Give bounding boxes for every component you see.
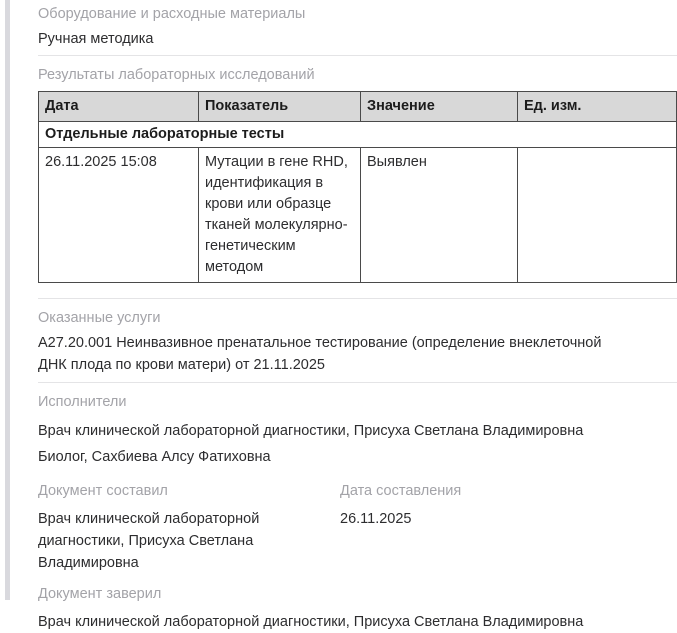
lab-results-table <box>38 91 677 283</box>
section-divider <box>38 55 677 56</box>
table-group-row <box>39 122 677 148</box>
certified-by-label: Документ заверил <box>38 586 162 602</box>
services-value: А27.20.001 Неинвазивное пренатальное тестирование (определение внеклеточной ДНК плода по крови матери) от 21.11.2025 <box>38 335 602 373</box>
table-row <box>39 148 677 283</box>
services-section-label: Оказанные услуги <box>38 310 161 326</box>
left-panel-divider <box>5 0 10 600</box>
table-header-date: Дата <box>39 92 199 122</box>
composed-section <box>38 484 677 574</box>
composed-by-value: Врач клинической лабораторной диагностики, Присуха Светлана Владимировна <box>38 511 260 571</box>
table-header-row <box>39 92 677 122</box>
performers-list <box>38 418 630 470</box>
section-divider <box>38 382 677 383</box>
cell-indicator: Мутации в гене RHD, идентификация в крови или образце тканей молекулярно-генетическим методом <box>199 148 361 283</box>
table-group-title: Отдельные лабораторные тесты <box>39 122 677 148</box>
performers-section-label: Исполнители <box>38 394 127 410</box>
composed-by-label: Документ составил <box>38 483 168 499</box>
cell-date: 26.11.2025 15:08 <box>39 148 199 283</box>
table-header-unit: Ед. изм. <box>518 92 677 122</box>
performer-item: Биолог, Сахбиева Алсу Фатиховна <box>38 449 271 465</box>
equipment-section-label: Оборудование и расходные материалы <box>38 6 306 22</box>
composition-date-column <box>340 484 677 530</box>
cell-value: Выявлен <box>361 148 518 283</box>
equipment-value: Ручная методика <box>38 31 154 47</box>
certified-by-value: Врач клинической лабораторной диагностики, Присуха Светлана Владимировна <box>38 614 584 630</box>
composition-date-value: 26.11.2025 <box>340 511 412 527</box>
composition-date-label: Дата составления <box>340 483 462 499</box>
cell-unit <box>518 148 677 283</box>
performer-item: Врач клинической лабораторной диагностики, Присуха Светлана Владимировна <box>38 423 584 439</box>
table-header-value: Значение <box>361 92 518 122</box>
section-divider <box>38 298 677 299</box>
lab-results-section-label: Результаты лабораторных исследований <box>38 67 315 83</box>
document-panel <box>38 0 677 633</box>
table-header-indicator: Показатель <box>199 92 361 122</box>
composed-by-column <box>38 484 340 574</box>
